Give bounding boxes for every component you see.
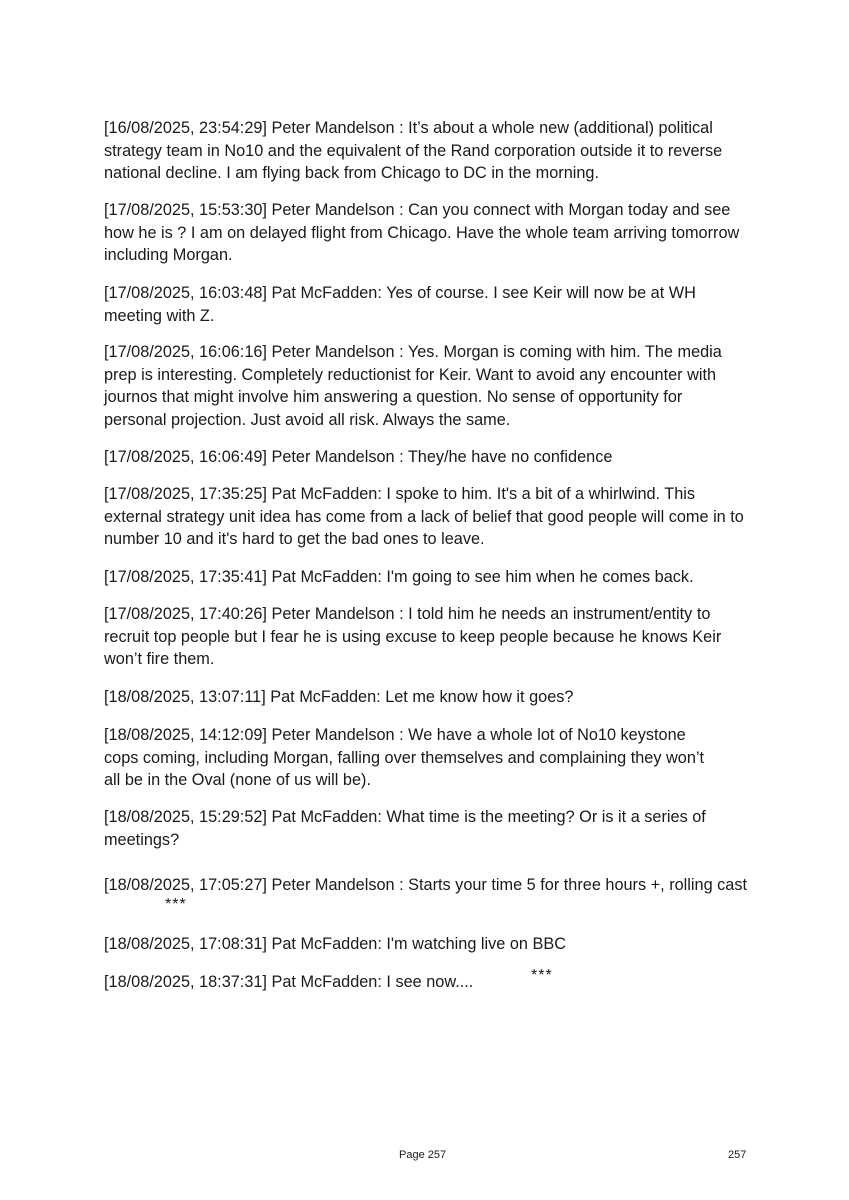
- message-3: [17/08/2025, 16:03:48] Pat McFadden: Yes of course. I see Keir will now be at WH meeting with Z.: [104, 284, 696, 325]
- message-14: [18/08/2025, 18:37:31] Pat McFadden: I see now....: [104, 973, 474, 991]
- message-12: [18/08/2025, 17:05:27] Peter Mandelson : Starts your time 5 for three hours +, rolling cast: [104, 876, 748, 894]
- message-9: [18/08/2025, 13:07:11] Pat McFadden: Let me know how it goes?: [104, 688, 574, 706]
- message-1: [16/08/2025, 23:54:29] Peter Mandelson : It’s about a whole new (additional) political strategy team in No10 and the equivalent of the Rand corporation outside it to reverse national decline. I am flying back from Chicago to DC in the morning.: [104, 119, 723, 183]
- redaction-mark: ***: [165, 896, 187, 913]
- message-4: [17/08/2025, 16:06:16] Peter Mandelson : Yes. Morgan is coming with him. The media prep is interesting. Completely reductionist for Keir. Want to avoid any encounter with journos that might involve him answering a question. No sense of opportunity for personal projection. Just avoid all risk. Always the same.: [104, 343, 722, 429]
- message-7: [17/08/2025, 17:35:41] Pat McFadden: I'm going to see him when he comes back.: [104, 568, 694, 586]
- page-number: 257: [728, 1149, 747, 1161]
- message-5: [17/08/2025, 16:06:49] Peter Mandelson : They/he have no confidence: [104, 448, 613, 466]
- message-2: [17/08/2025, 15:53:30] Peter Mandelson : Can you connect with Morgan today and see how he is ? I am on delayed flight from Chicago. Have the whole team arriving tomorrow including Morgan.: [104, 201, 740, 265]
- message-6: [17/08/2025, 17:35:25] Pat McFadden: I spoke to him. It's a bit of a whirlwind. This external strategy unit idea has come from a lack of belief that good people will come in to number 10 and it's hard to get the bad ones to leave.: [104, 485, 744, 549]
- message-10: [18/08/2025, 14:12:09] Peter Mandelson : We have a whole lot of No10 keystone cops coming, including Morgan, falling over themselves and complaining they won’t all be in the Oval (none of us will be).: [104, 726, 705, 790]
- message-13: [18/08/2025, 17:08:31] Pat McFadden: I'm watching live on BBC: [104, 935, 566, 953]
- message-11: [18/08/2025, 15:29:52] Pat McFadden: What time is the meeting? Or is it a series of meetings?: [104, 808, 706, 849]
- redaction-mark: ***: [531, 967, 553, 984]
- message-8: [17/08/2025, 17:40:26] Peter Mandelson : I told him he needs an instrument/entity to recruit top people but I fear he is using excuse to keep people because he knows Keir won’t fire them.: [104, 605, 722, 669]
- page-label: Page 257: [399, 1149, 447, 1161]
